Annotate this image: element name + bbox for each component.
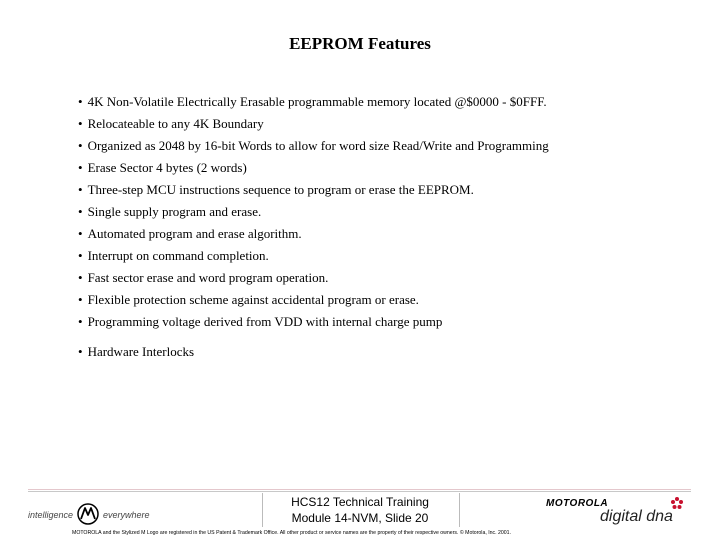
tagline — [28, 503, 150, 527]
footer-divider — [28, 491, 691, 492]
footer-course-info — [262, 494, 458, 526]
list-item: • Flexible protection scheme against accidental program or erase. — [78, 292, 419, 307]
list-item: • Organized as 2048 by 16-bit Words to allow for word size Read/Write and Programming — [78, 138, 549, 153]
list-item: • Automated program and erase algorithm. — [78, 226, 302, 241]
dna-star-icon — [670, 496, 684, 515]
slide-title: EEPROM Features — [289, 34, 431, 53]
list-item: • Interrupt on command completion. — [78, 248, 269, 263]
list-item: • Single supply program and erase. — [78, 204, 262, 219]
slide-number: Module 14-NVM, Slide 20 — [291, 511, 429, 525]
tagline-left: intelligence — [28, 510, 74, 520]
legal-notice: MOTOROLA and the Stylized M Logo are registered in the US Patent & Trademark Office. All other product or service names are the property of their respective owners. © Motorola, Inc. 2001. — [72, 530, 512, 536]
list-item: • Erase Sector 4 bytes (2 words) — [78, 160, 247, 175]
list-item: • Hardware Interlocks — [78, 344, 195, 359]
digital-dna-logo: digital dna — [600, 508, 673, 525]
list-item: • Three-step MCU instructions sequence to program or erase the EEPROM. — [78, 182, 474, 197]
motorola-batwing-icon — [77, 503, 99, 527]
course-title: HCS12 Technical Training — [291, 495, 429, 509]
list-item: • Programming voltage derived from VDD with internal charge pump — [78, 314, 443, 329]
list-item: • Fast sector erase and word program operation. — [78, 270, 329, 285]
list-item: • Relocateable to any 4K Boundary — [78, 116, 264, 131]
list-item: • 4K Non-Volatile Electrically Erasable programmable memory located @$0000 - $0FFF. — [78, 94, 547, 109]
footer-divider-accent — [28, 489, 691, 490]
motorola-wordmark: MOTOROLA — [546, 498, 609, 509]
tagline-right: everywhere — [103, 510, 150, 520]
